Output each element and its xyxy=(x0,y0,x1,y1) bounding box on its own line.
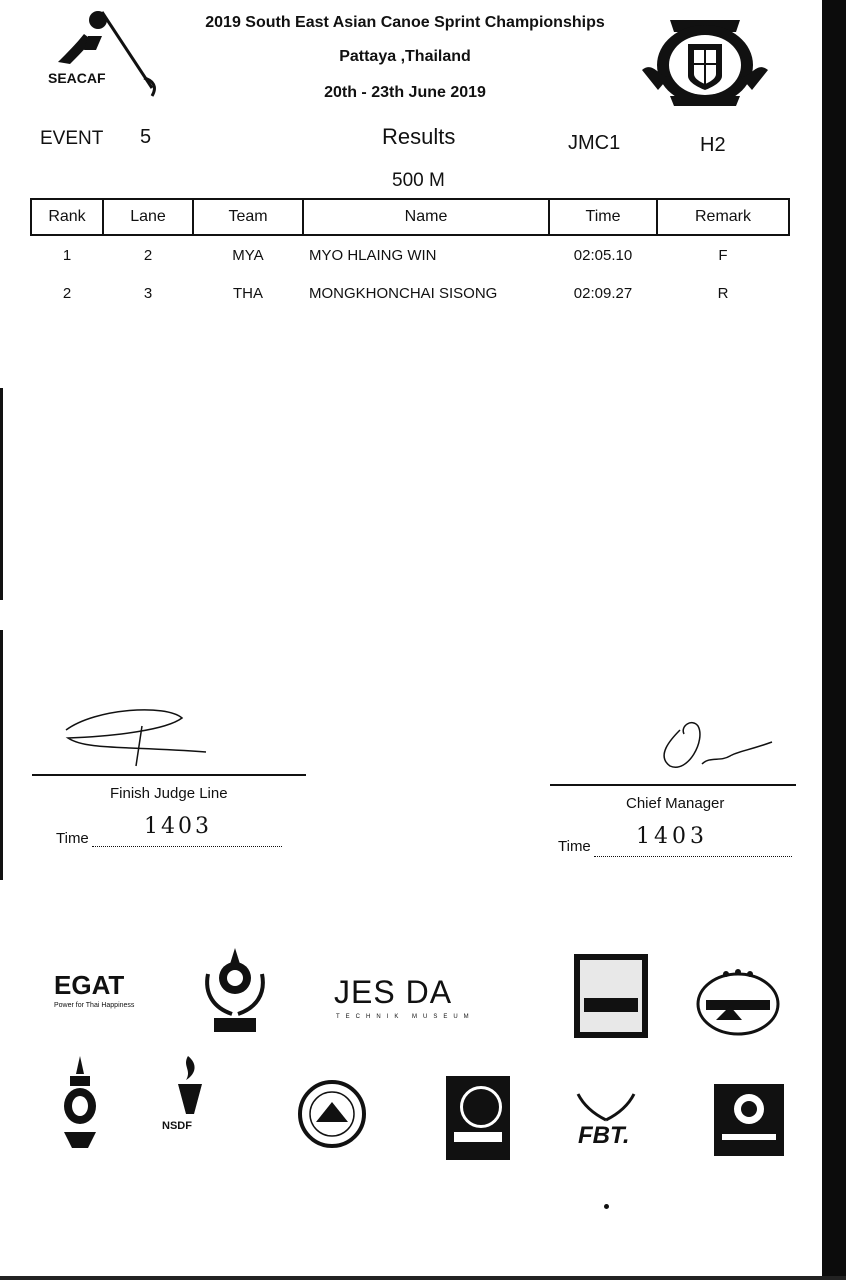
column-header-team: Team xyxy=(193,199,303,235)
jesada-name: JES DA xyxy=(334,974,453,1010)
egat-tagline: Power for Thai Happiness xyxy=(54,1002,135,1009)
sponsor-square-logo xyxy=(574,954,648,1038)
distance-label: 500 M xyxy=(392,170,445,191)
event-number: 5 xyxy=(140,126,152,148)
time-cell: 02:09.27 xyxy=(573,284,633,302)
nsdf-label: NSDF xyxy=(162,1120,192,1132)
class-code: JMC1 xyxy=(568,132,621,154)
page-edge-right xyxy=(822,0,846,1280)
jesada-subtitle: TECHNIK MUSEUM xyxy=(336,1014,475,1020)
name-cell: MONGKHONCHAI SISONG xyxy=(309,284,498,302)
crest-logo xyxy=(640,10,770,110)
page-edge-left xyxy=(0,388,3,600)
seacaf-label: SEACAF xyxy=(48,70,106,86)
crest-icon xyxy=(640,10,770,110)
remark-cell: R xyxy=(717,284,729,302)
results-label: Results xyxy=(382,124,456,149)
egat-name: EGAT xyxy=(54,970,125,1000)
finish-judge-time-handwritten: 1403 xyxy=(144,814,212,839)
championship-title: 2019 South East Asian Canoe Sprint Championships xyxy=(205,14,605,31)
lane-cell: 2 xyxy=(143,246,153,264)
venue: Pattaya ,Thailand xyxy=(339,48,471,65)
rank-cell: 2 xyxy=(62,284,72,302)
university-seal-logo xyxy=(298,1076,366,1152)
chief-manager-role: Chief Manager xyxy=(626,795,725,812)
table-row xyxy=(31,235,789,274)
finish-judge-signature xyxy=(56,700,226,770)
page-edge-bottom xyxy=(0,1276,846,1280)
finish-judge-role: Finish Judge Line xyxy=(110,785,228,802)
column-header-remark: Remark xyxy=(657,199,789,235)
table-header-row xyxy=(31,199,789,235)
results-table xyxy=(30,198,790,312)
chief-manager-time-handwritten: 1403 xyxy=(636,824,708,849)
time-cell: 02:05.10 xyxy=(573,246,633,264)
laurel-icon xyxy=(574,1092,638,1122)
column-header-time: Time xyxy=(549,199,657,235)
torch-icon xyxy=(158,1054,222,1116)
dates: 20th - 23th June 2019 xyxy=(324,84,486,101)
signature-line xyxy=(32,774,306,776)
table-row xyxy=(31,274,789,312)
fbt-label: FBT. xyxy=(578,1122,630,1149)
time-label: Time xyxy=(558,838,591,855)
event-label: EVENT xyxy=(40,128,104,149)
heat-label: H2 xyxy=(700,134,726,156)
jesada-logo xyxy=(334,974,474,1026)
name-cell: MYO HLAING WIN xyxy=(309,246,437,264)
bank-logo xyxy=(714,1084,784,1156)
egat-logo xyxy=(52,970,144,1014)
gsb-logo xyxy=(446,1076,510,1160)
column-header-lane: Lane xyxy=(103,199,193,235)
royal-emblem-logo xyxy=(58,1054,102,1150)
chief-manager-signature xyxy=(640,710,780,780)
seacaf-logo xyxy=(40,6,170,98)
column-header-rank: Rank xyxy=(31,199,103,235)
time-field xyxy=(594,856,792,857)
lane-cell: 3 xyxy=(143,284,153,302)
page-edge-left xyxy=(0,630,3,880)
signature-line xyxy=(550,784,796,786)
time-label: Time xyxy=(56,830,89,847)
team-cell: MYA xyxy=(232,246,264,264)
thai-sports-authority-logo xyxy=(200,944,270,1036)
team-cell: THA xyxy=(233,284,263,302)
fbt-logo xyxy=(574,1092,638,1154)
nsdf-logo xyxy=(158,1054,222,1150)
farm-logo xyxy=(696,966,780,1042)
column-header-name: Name xyxy=(303,199,549,235)
rank-cell: 1 xyxy=(62,246,72,264)
time-field xyxy=(92,846,282,847)
dot-mark xyxy=(604,1204,609,1209)
remark-cell: F xyxy=(718,246,728,264)
